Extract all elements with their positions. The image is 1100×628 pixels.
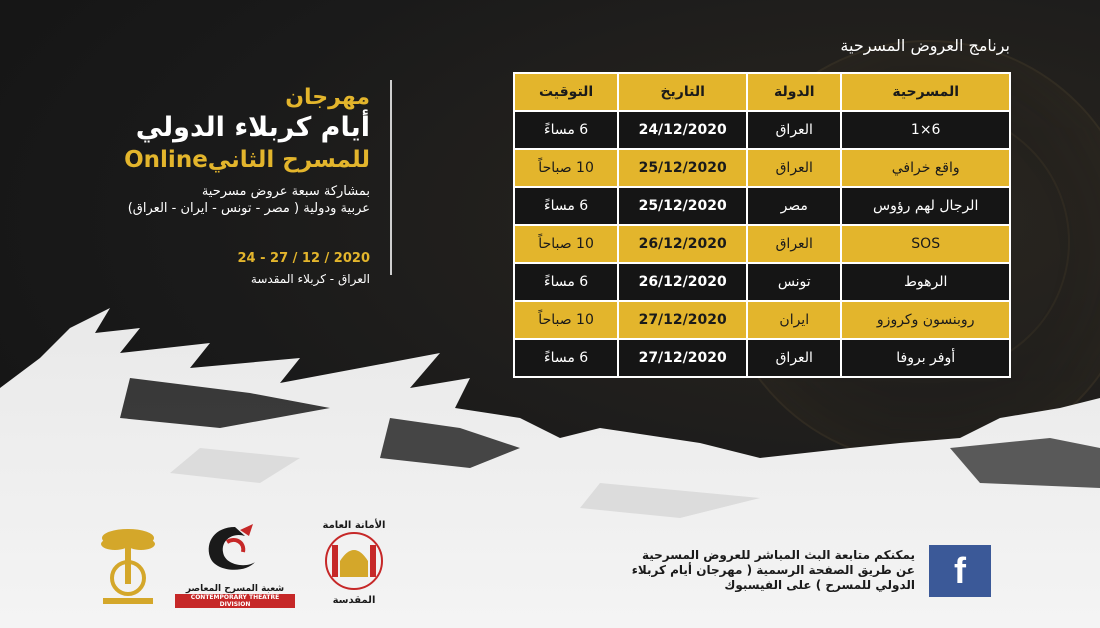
festival-place: العراق - كربلاء المقدسة	[250, 272, 370, 286]
facebook-icon[interactable]	[929, 545, 991, 597]
table-header-row	[514, 73, 1010, 111]
program-title: برنامج العروض المسرحية	[840, 36, 1010, 55]
table-row	[514, 149, 1010, 187]
table-row	[514, 225, 1010, 263]
cell-date: 26/12/2020	[618, 263, 747, 301]
divider-line	[390, 80, 392, 275]
secretariat-top: الأمانة العامة	[322, 520, 386, 531]
cell-play: SOS	[841, 225, 1010, 263]
cell-country: ايران	[747, 301, 841, 339]
secretariat-logo	[312, 520, 396, 612]
cell-date: 27/12/2020	[618, 339, 747, 377]
cell-country: مصر	[747, 187, 841, 225]
theatre-division-subcaption: CONTEMPORARY THEATRE DIVISION	[175, 594, 295, 608]
theatre-division-logo	[175, 522, 295, 612]
festival-desc-line2: عربية ودولية ( مصر - تونس - ايران - العراق)	[127, 201, 370, 216]
table-row	[514, 301, 1010, 339]
cell-time: 6 مساءً	[514, 111, 618, 149]
cell-date: 26/12/2020	[618, 225, 747, 263]
facebook-text-line1: يمكنكم متابعة البث المباشر للعروض المسرحية	[641, 548, 915, 562]
cell-play: 6×1	[841, 111, 1010, 149]
header-time: التوقيت	[514, 73, 618, 111]
festival-description	[60, 183, 370, 217]
cell-time: 10 صباحاً	[514, 301, 618, 339]
festival-subtitle: للمسرح الثانيOnline	[124, 147, 370, 173]
cell-time: 6 مساءً	[514, 339, 618, 377]
cell-date: 27/12/2020	[618, 301, 747, 339]
secretariat-bottom: المقدسة	[332, 595, 376, 606]
cell-country: العراق	[747, 111, 841, 149]
palm-logo	[95, 520, 161, 612]
festival-dates: 24 - 27 / 12 / 2020	[237, 251, 370, 266]
header-play: المسرحية	[841, 73, 1010, 111]
cell-time: 6 مساءً	[514, 263, 618, 301]
cell-country: العراق	[747, 149, 841, 187]
header-country: الدولة	[747, 73, 841, 111]
table-row	[514, 263, 1010, 301]
facebook-follow-text	[560, 548, 915, 593]
theatre-division-caption: شعبة المسرح المعاصر	[185, 584, 285, 594]
table-row	[514, 111, 1010, 149]
cell-date: 24/12/2020	[618, 111, 747, 149]
table-row	[514, 339, 1010, 377]
festival-word: مهرجان	[285, 85, 370, 110]
cell-time: 10 صباحاً	[514, 149, 618, 187]
cell-time: 10 صباحاً	[514, 225, 618, 263]
cell-play: أوفر بروفا	[841, 339, 1010, 377]
cell-date: 25/12/2020	[618, 187, 747, 225]
cell-play: واقع خرافي	[841, 149, 1010, 187]
cell-play: الرهوط	[841, 263, 1010, 301]
cell-country: العراق	[747, 225, 841, 263]
facebook-text-line2: عن طريق الصفحة الرسمية ( مهرجان أيام كربلاء	[631, 563, 915, 577]
table-row	[514, 187, 1010, 225]
schedule-table	[513, 72, 1011, 378]
facebook-letter: f	[954, 550, 966, 591]
cell-play: الرجال لهم رؤوس	[841, 187, 1010, 225]
cell-date: 25/12/2020	[618, 149, 747, 187]
cell-time: 6 مساءً	[514, 187, 618, 225]
cell-country: تونس	[747, 263, 841, 301]
cell-country: العراق	[747, 339, 841, 377]
festival-title-block	[60, 85, 370, 286]
cell-play: روبنسون وكروزو	[841, 301, 1010, 339]
festival-name: أيام كربلاء الدولي	[135, 112, 370, 143]
header-date: التاريخ	[618, 73, 747, 111]
facebook-text-line3: الدولي للمسرح ) على الفيسبوك	[724, 578, 915, 592]
festival-desc-line1: بمشاركة سبعة عروض مسرحية	[201, 184, 370, 199]
